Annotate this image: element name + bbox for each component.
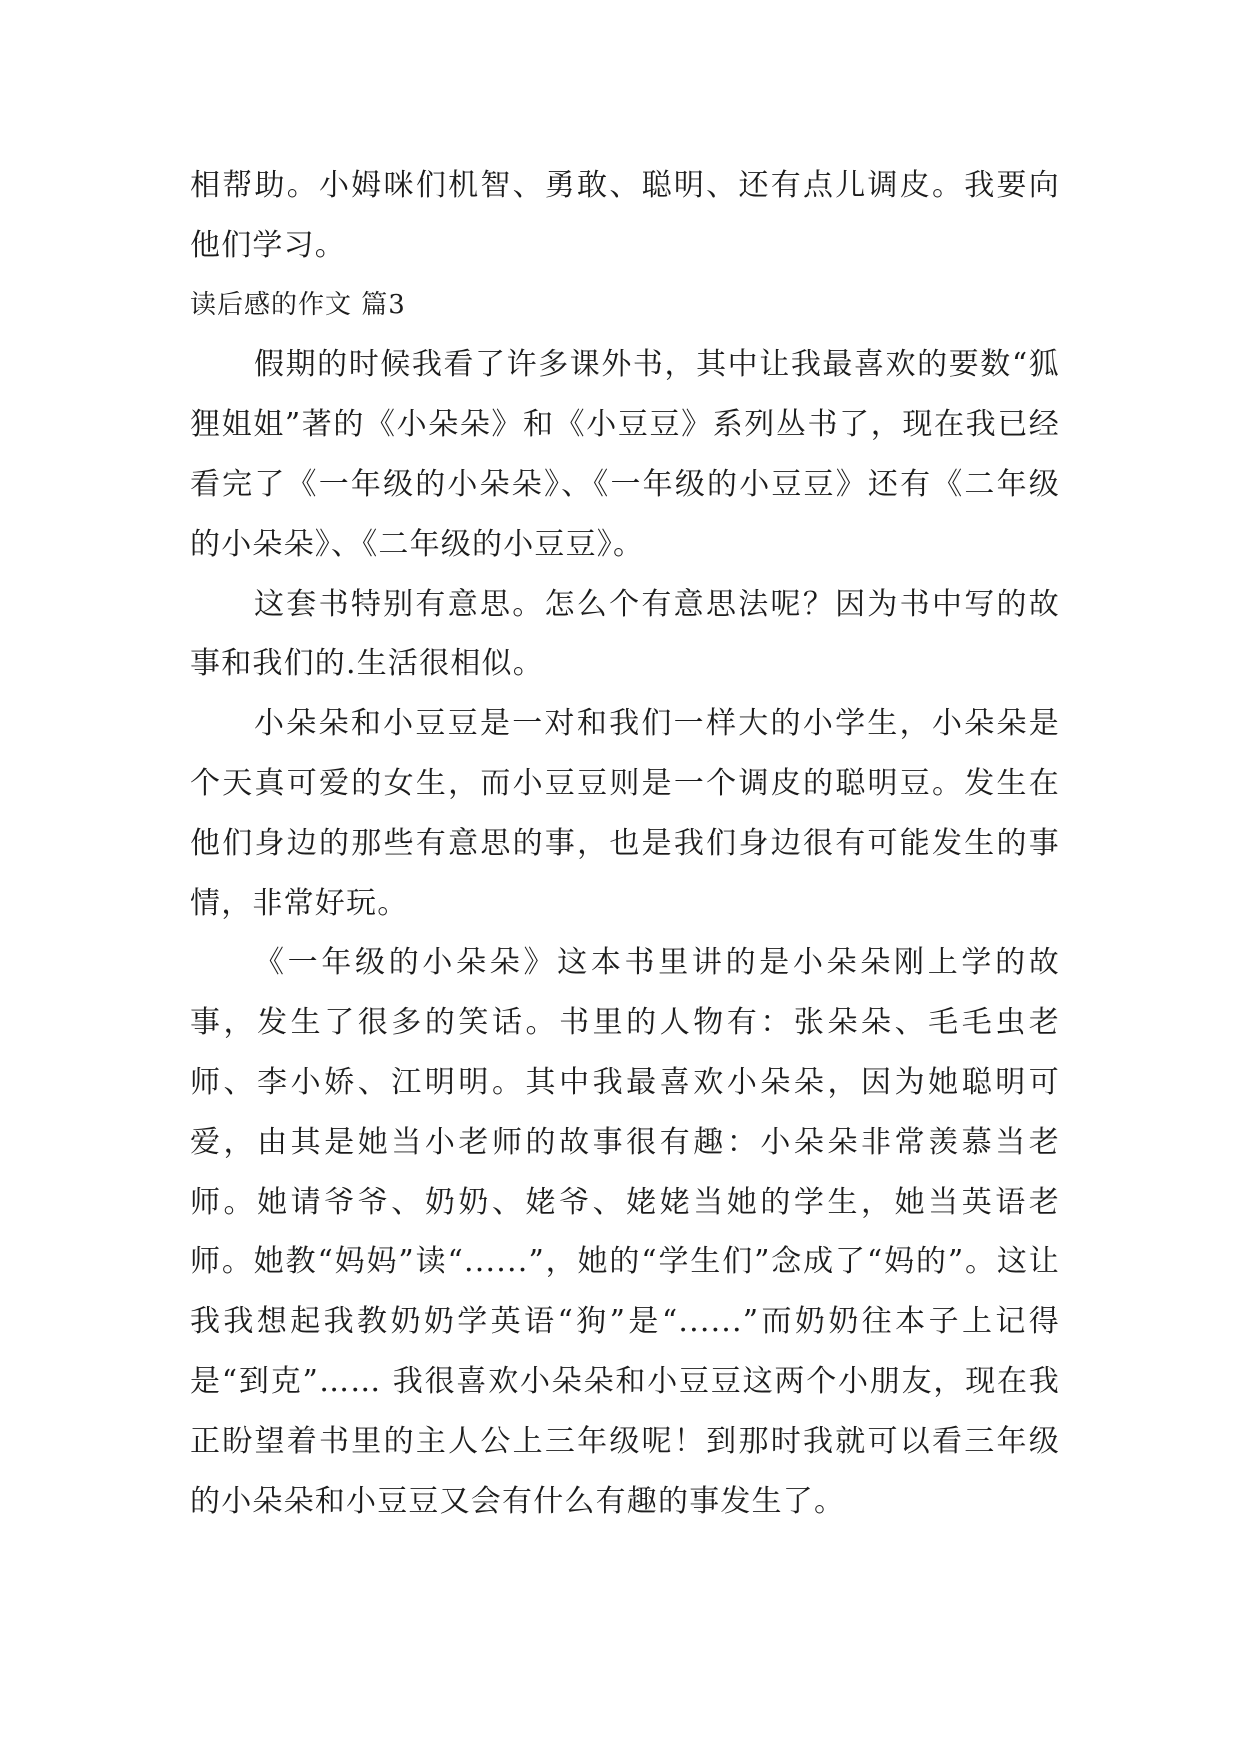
paragraph-3: 小朵朵和小豆豆是一对和我们一样大的小学生，小朵朵是个天真可爱的女生，而小豆豆则是一个调皮的聪明豆。发生在他们身边的那些有意思的事，也是我们身边很有可能发生的事情，非常好玩。 xyxy=(190,706,1060,921)
continuation-paragraph: 相帮助。小姆咪们机智、勇敢、聪明、还有点儿调皮。我要向他们学习。 xyxy=(190,168,1060,263)
document-body xyxy=(190,156,1060,1531)
paragraph-4: 《一年级的小朵朵》这本书里讲的是小朵朵刚上学的故事，发生了很多的笑话。书里的人物有：张朵朵、毛毛虫老师、李小娇、江明明。其中我最喜欢小朵朵，因为她聪明可爱，由其是她当小老师的故事很有趣：小朵朵非常羡慕当老师。她请爷爷、奶奶、姥爷、姥姥当她的学生，她当英语老师。她教“妈妈”读“......”，她的“学生们”念成了“妈的”。这让我我想起我教奶奶学英语“狗”是“......”而奶奶往本子上记得是“到克”…… 我很喜欢小朵朵和小豆豆这两个小朋友，现在我正盼望着书里的主人公上三年级呢！到那时我就可以看三年级的小朵朵和小豆豆又会有什么有趣的事发生了。 xyxy=(190,945,1060,1519)
paragraph-2: 这套书特别有意思。怎么个有意思法呢？因为书中写的故事和我们的.生活很相似。 xyxy=(190,586,1060,682)
paragraph-1: 假期的时候我看了许多课外书，其中让我最喜欢的要数“狐狸姐姐”著的《小朵朵》和《小豆豆》系列丛书了，现在我已经看完了《一年级的小朵朵》、《一年级的小豆豆》还有《二年级的小朵朵》、《二年级的小豆豆》。 xyxy=(190,347,1060,562)
section-title: 读后感的作文 篇3 xyxy=(190,289,406,320)
